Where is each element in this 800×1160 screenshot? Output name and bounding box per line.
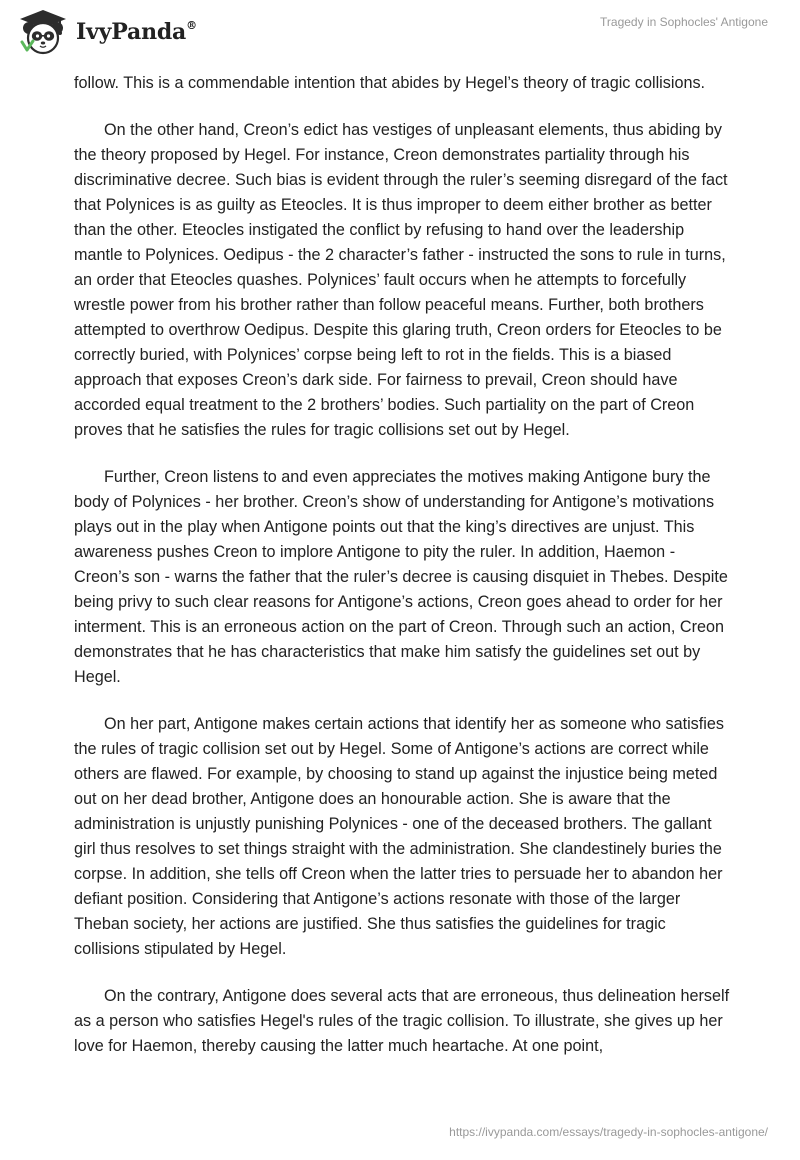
- document-title: Tragedy in Sophocles' Antigone: [600, 15, 768, 29]
- paragraph-continuation: follow. This is a commendable intention that abides by Hegel’s theory of tragic collisions.: [74, 74, 706, 92]
- paragraph: On her part, Antigone makes certain actions that identify her as someone who satisfies the rules of tragic collision set out by Hegel. Some of Antigone’s actions are correct while others are flawed. For example, by choosing to stand up against the injustice being meted out on her dead brother, Antigone does an honourable action. She is aware that the administration is unjustly punishing Polynices - one of the deceased brothers. The gallant girl thus resolves to set things straight with the administration. She clandestinely buries the corpse. In addition, she tells off Creon when the latter tries to persuade her to abandon her defiant position. Considering that Antigone’s actions resonate with those of the larger Theban society, her actions are justified. She thus satisfies the guidelines for tragic collisions stipulated by Hegel.: [74, 715, 724, 958]
- panda-logo-icon: [14, 8, 72, 56]
- paragraph: On the other hand, Creon’s edict has vestiges of unpleasant elements, thus abiding by the theory proposed by Hegel. For instance, Creon demonstrates partiality through his discriminative decree. Such bias is evident through the ruler’s seeming disregard of the fact that Polynices is as guilty as Eteocles. It is thus improper to deem either brother as better than the other. Eteocles instigated the conflict by refusing to hand over the leadership mantle to Polynices. Oedipus - the 2 character’s father - instructed the sons to rule in turns, an order that Eteocles quashes. Polynices’ fault occurs when he attempts to forcefully wrestle power from his brother rather than follow peaceful means. Further, both brothers attempted to overthrow Oedipus. Despite this glaring truth, Creon orders for Eteocles to be correctly buried, with Polynices’ corpse being left to rot in the fields. This is a biased approach that exposes Creon’s dark side. For fairness to prevail, Creon should have accorded equal treatment to the 2 brothers’ bodies. Such partiality on the part of Creon proves that he satisfies the rules for tragic collisions set out by Hegel.: [74, 121, 728, 439]
- paragraph: Further, Creon listens to and even appreciates the motives making Antigone bury the body of Polynices - her brother. Creon’s show of understanding for Antigone’s motivations plays out in the play when Antigone points out that the king’s directives are unjust. This awareness pushes Creon to implore Antigone to pity the ruler. In addition, Haemon - Creon’s son - warns the father that the ruler’s decree is causing disquiet in Thebes. Despite being privy to such clear reasons for Antigone’s actions, Creon goes ahead to order for her interment. This is an erroneous action on the part of Creon. Through such an action, Creon demonstrates that he has characteristics that make him satisfy the guidelines set out by Hegel.: [74, 468, 728, 686]
- paragraph: On the contrary, Antigone does several acts that are erroneous, thus delineation herself as a person who satisfies Hegel's rules of the tragic collision. To illustrate, she gives up her love for Haemon, thereby causing the latter much heartache. At one point,: [74, 987, 730, 1055]
- brand-name: IvyPanda®: [76, 18, 197, 45]
- brand-logo[interactable]: [14, 8, 197, 56]
- source-url-link[interactable]: https://ivypanda.com/essays/tragedy-in-sophocles-antigone/: [449, 1125, 768, 1139]
- page-header: [0, 0, 800, 64]
- registered-mark: ®: [186, 18, 197, 32]
- essay-body: [74, 71, 734, 1081]
